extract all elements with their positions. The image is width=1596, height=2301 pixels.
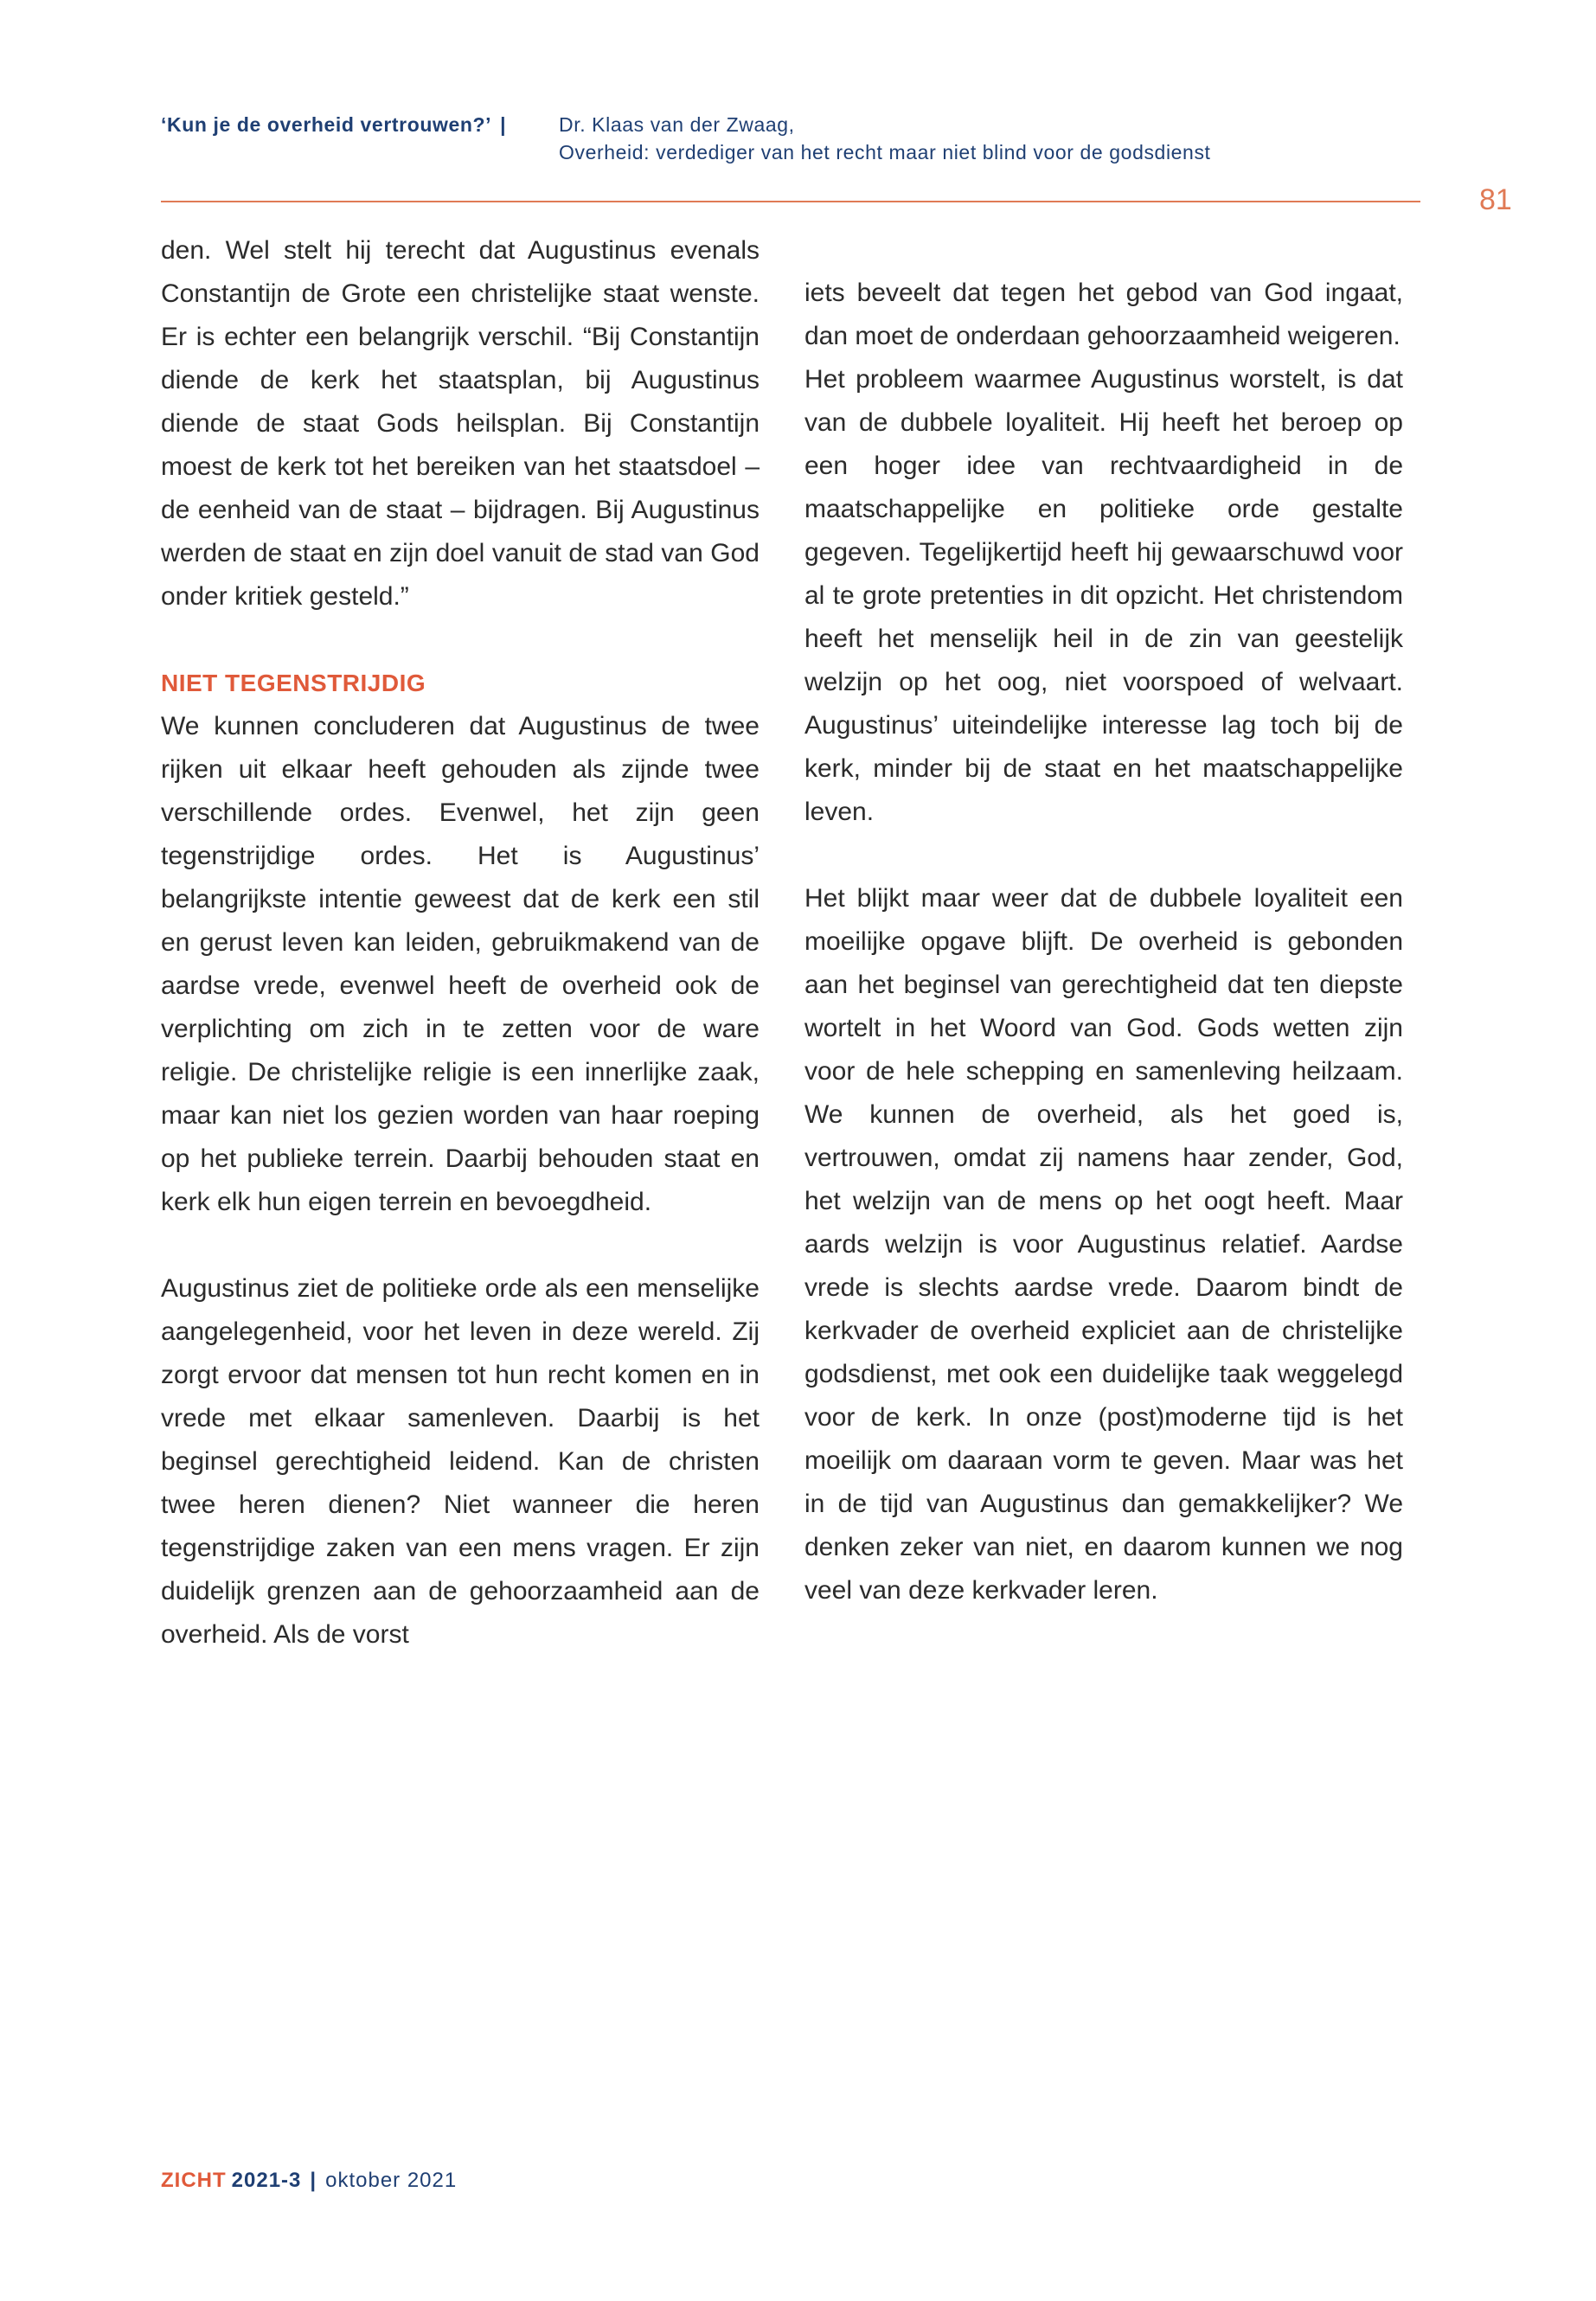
header-title: ‘Kun je de overheid vertrouwen?’	[161, 113, 492, 136]
running-header	[161, 111, 1424, 163]
footer-brand: ZICHT	[161, 2169, 227, 2192]
left-column	[161, 229, 760, 1657]
header-subtitle: Overheid: verdediger van het recht maar niet blind voor de godsdienst	[559, 141, 1211, 163]
page-footer	[161, 2167, 457, 2195]
right-paragraph-3: Het blijkt maar weer dat de dubbele loyaliteit een moeilijke opgave blijft. De overheid is gebonden aan het beginsel van gerechtigheid dat ten diepste wortelt in het Woord van God. Gods wetten zijn voor de hele schepping en samenleving heilzaam. We kunnen de overheid, als het goed is, vertrouwen, omdat zij namens haar zender, God, het welzijn van de mens op het oogt heeft. Maar aards welzijn is voor Augustinus relatief. Aardse vrede is slechts aardse vrede. Daarom bindt de kerkvader de overheid expliciet aan de christelijke godsdienst, met ook een duidelijke taak weggelegd voor de kerk. In onze (post)moderne tijd is het moeilijk om daaraan vorm te geven. Maar was het in de tijd van Augustinus dan gemakkelijker? We denken zeker van niet, en daarom kunnen we nog veel van deze kerkvader leren.	[804, 884, 1403, 1605]
footer-issue: 2021-3	[231, 2169, 302, 2192]
header-author: Dr. Klaas van der Zwaag,	[559, 113, 795, 136]
left-paragraph-3: Augustinus ziet de politieke orde als een menselijke aangelegenheid, voor het leven in deze wereld. Zij zorgt ervoor dat mensen tot hun recht komen en in vrede met elkaar samenleven. Daarbij is het beginsel gerechtigheid leidend. Kan de christen twee heren dienen? Niet wanneer die heren tegenstrijdige zaken van een mens vragen. Er zijn duidelijk grenzen aan de gehoorzaamheid aan de overheid. Als de vorst	[161, 1274, 760, 1649]
left-paragraph-2: We kunnen concluderen dat Augustinus de twee rijken uit elkaar heeft gehouden als zijnde twee verschillende ordes. Evenwel, het zijn geen tegenstrijdige ordes. Het is Augustinus’ belangrijkste intentie geweest dat de kerk een stil en gerust leven kan leiden, gebruikmakend van de aardse vrede, evenwel heeft de overheid ook de verplichting om zich in te zetten voor de ware religie. De christelijke religie is een innerlijke zaak, maar kan niet los gezien worden van haar roeping op het publieke terrein. Daarbij behouden staat en kerk elk hun eigen terrein en bevoegdheid.	[161, 712, 760, 1216]
header-separator: |	[500, 113, 507, 136]
right-column	[804, 272, 1403, 1612]
right-paragraph-2: Het probleem waarmee Augustinus worstelt, is dat van de dubbele loyaliteit. Hij heeft het beroep op een hoger idee van rechtvaardigheid in de maatschappelijke en politieke orde gestalte gegeven. Tegelijkertijd heeft hij gewaarschuwd voor al te grote pretenties in dit opzicht. Het christendom heeft het menselijk heil in de zin van geestelijk welzijn op het oog, niet voorspoed of welvaart. Augustinus’ uiteindelijke interesse lag toch bij de kerk, minder bij de staat en het maatschappelijke leven.	[804, 365, 1403, 826]
footer-date: oktober 2021	[325, 2169, 458, 2192]
header-rule	[161, 201, 1420, 202]
right-paragraph-1: iets beveelt dat tegen het gebod van God ingaat, dan moet de onderdaan gehoorzaamheid weigeren.	[804, 279, 1403, 350]
section-heading: NIET TEGENSTRIJDIG	[161, 670, 426, 696]
footer-separator: |	[310, 2169, 317, 2192]
left-paragraph-1: den. Wel stelt hij terecht dat Augustinus evenals Constantijn de Grote een christelijke staat wenste. Er is echter een belangrijk verschil. “Bij Constantijn diende de kerk het staatsplan, bij Augustinus diende de staat Gods heilsplan. Bij Constantijn moest de kerk tot het bereiken van het staatsdoel – de eenheid van de staat – bijdragen. Bij Augustinus werden de staat en zijn doel vanuit de stad van God onder kritiek gesteld.”	[161, 236, 760, 611]
page-number: 81	[1479, 183, 1512, 216]
header-author-block	[559, 111, 1211, 166]
